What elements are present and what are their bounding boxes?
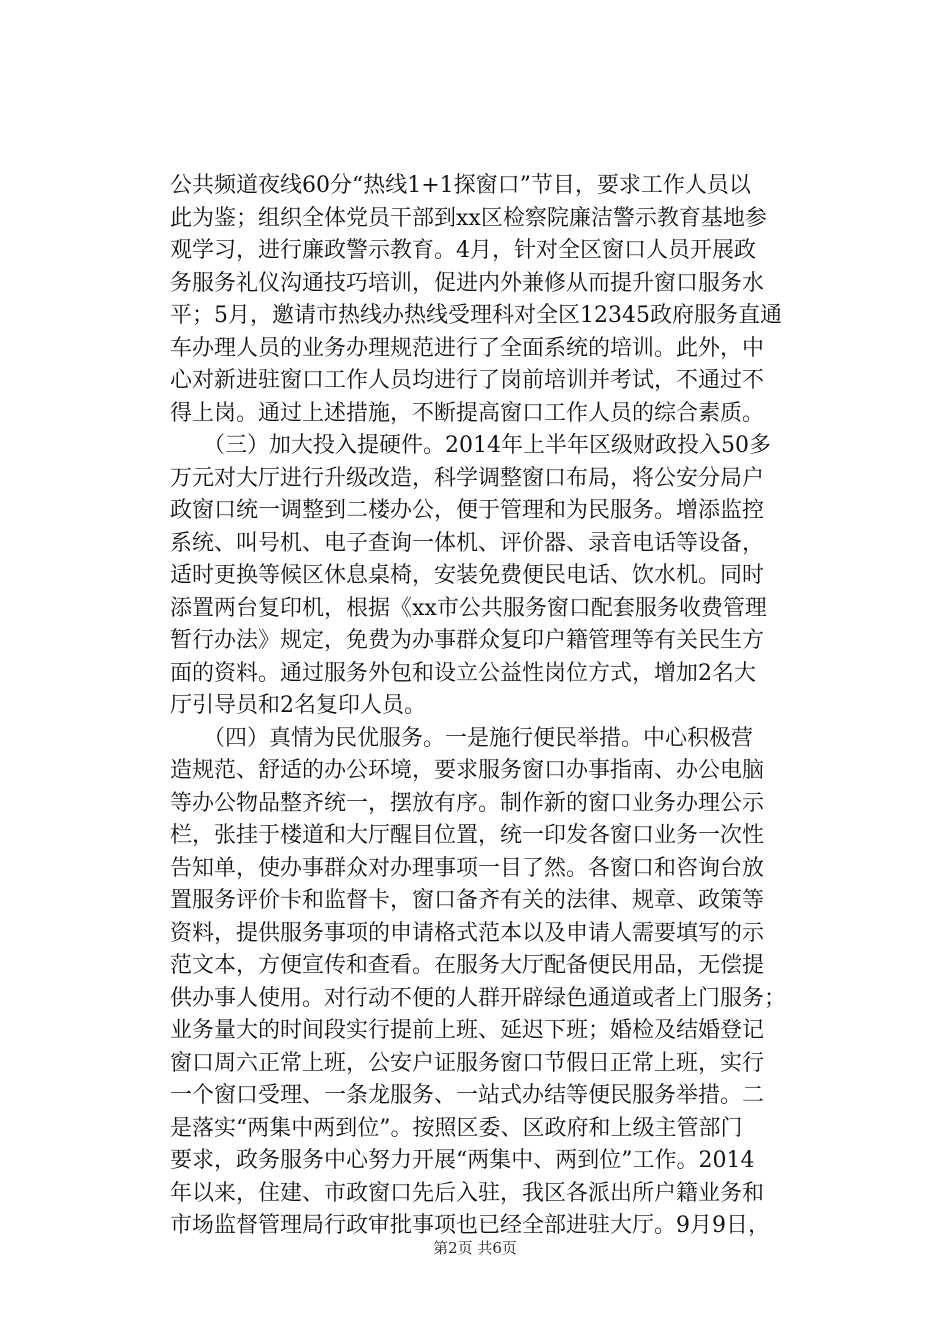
text-line: 务服务礼仪沟通技巧培训，促进内外兼修从而提升窗口服务水: [170, 270, 765, 296]
text-line: 此为鉴；组织全体党员干部到xx区检察院廉洁警示教育基地参: [170, 205, 767, 231]
text-line: 业务量大的时间段实行提前上班、延迟下班；婚检及结婚登记: [170, 1018, 765, 1043]
text-line: 政窗口统一调整到二楼办公，便于管理和为民服务。增添监控: [170, 498, 765, 523]
text-line: 等办公物品整齐统一，摆放有序。制作新的窗口业务办理公示: [170, 790, 765, 816]
document-body: [170, 170, 830, 1243]
text-line: 面的资料。通过服务外包和设立公益性岗位方式，增加2名大: [170, 660, 756, 686]
text-line: 造规范、舒适的办公环境，要求服务窗口办事指南、办公电脑: [170, 758, 765, 783]
text-line: 心对新进驻窗口工作人员均进行了岗前培训并考试，不通过不: [170, 368, 765, 393]
text-line: 公共频道夜线60分“热线1+1探窗口”节目，要求工作人员以: [170, 173, 751, 198]
text-line: 是落实“两集中两到位”。按照区委、区政府和上级主管部门: [170, 1115, 743, 1141]
text-line: 观学习，进行廉政警示教育。4月，针对全区窗口人员开展政: [170, 238, 756, 263]
text-line: 系统、叫号机、电子查询一体机、评价器、录音电话等设备，: [170, 530, 765, 556]
text-line: 万元对大厅进行升级改造，科学调整窗口布局，将公安分局户: [170, 465, 765, 491]
text-line: 要求，政务服务中心努力开展“两集中、两到位”工作。2014: [170, 1148, 755, 1173]
text-line: 车办理人员的业务办理规范进行了全面系统的培训。此外，中: [170, 335, 765, 361]
text-line: 暂行办法》规定，免费为办事群众复印户籍管理等有关民生方: [170, 628, 765, 653]
text-line: 栏，张挂于楼道和大厅醒目位置，统一印发各窗口业务一次性: [170, 823, 765, 848]
text-line: 得上岗。通过上述措施，不断提高窗口工作人员的综合素质。: [170, 400, 765, 426]
text-line: （四）真情为民优服务。一是施行便民举措。中心积极营: [170, 725, 754, 751]
text-line: 资料，提供服务事项的申请格式范本以及申请人需要填写的示: [170, 920, 765, 946]
text-line: 市场监督管理局行政审批事项也已经全部进驻大厅。9月9日，: [170, 1213, 770, 1238]
text-line: 置服务评价卡和监督卡，窗口备齐有关的法律、规章、政策等: [170, 888, 765, 913]
text-line: 供办事人使用。对行动不便的人群开辟绿色通道或者上门服务；: [170, 985, 787, 1011]
text-line: 窗口周六正常上班，公安户证服务窗口节假日正常上班，实行: [170, 1050, 765, 1076]
text-line: 厅引导员和2名复印人员。: [170, 693, 426, 718]
page-footer: 第2页 共6页: [433, 1239, 517, 1257]
text-line: 适时更换等候区休息桌椅，安装免费便民电话、饮水机。同时: [170, 563, 765, 588]
text-line: 范文本，方便宣传和查看。在服务大厅配备便民用品，无偿提: [170, 953, 765, 978]
text-line: 一个窗口受理、一条龙服务、一站式办结等便民服务举措。二: [170, 1083, 765, 1108]
text-line: 年以来，住建、市政窗口先后入驻，我区各派出所户籍业务和: [170, 1180, 765, 1206]
text-line: 添置两台复印机，根据《xx市公共服务窗口配套服务收费管理: [170, 595, 767, 621]
text-line: 告知单，使办事群众对办理事项一目了然。各窗口和咨询台放: [170, 855, 765, 881]
text-line: （三）加大投入提硬件。2014年上半年区级财政投入50多: [170, 433, 771, 458]
text-line: 平；5月，邀请市热线办热线受理科对全区12345政府服务直通: [170, 303, 782, 328]
